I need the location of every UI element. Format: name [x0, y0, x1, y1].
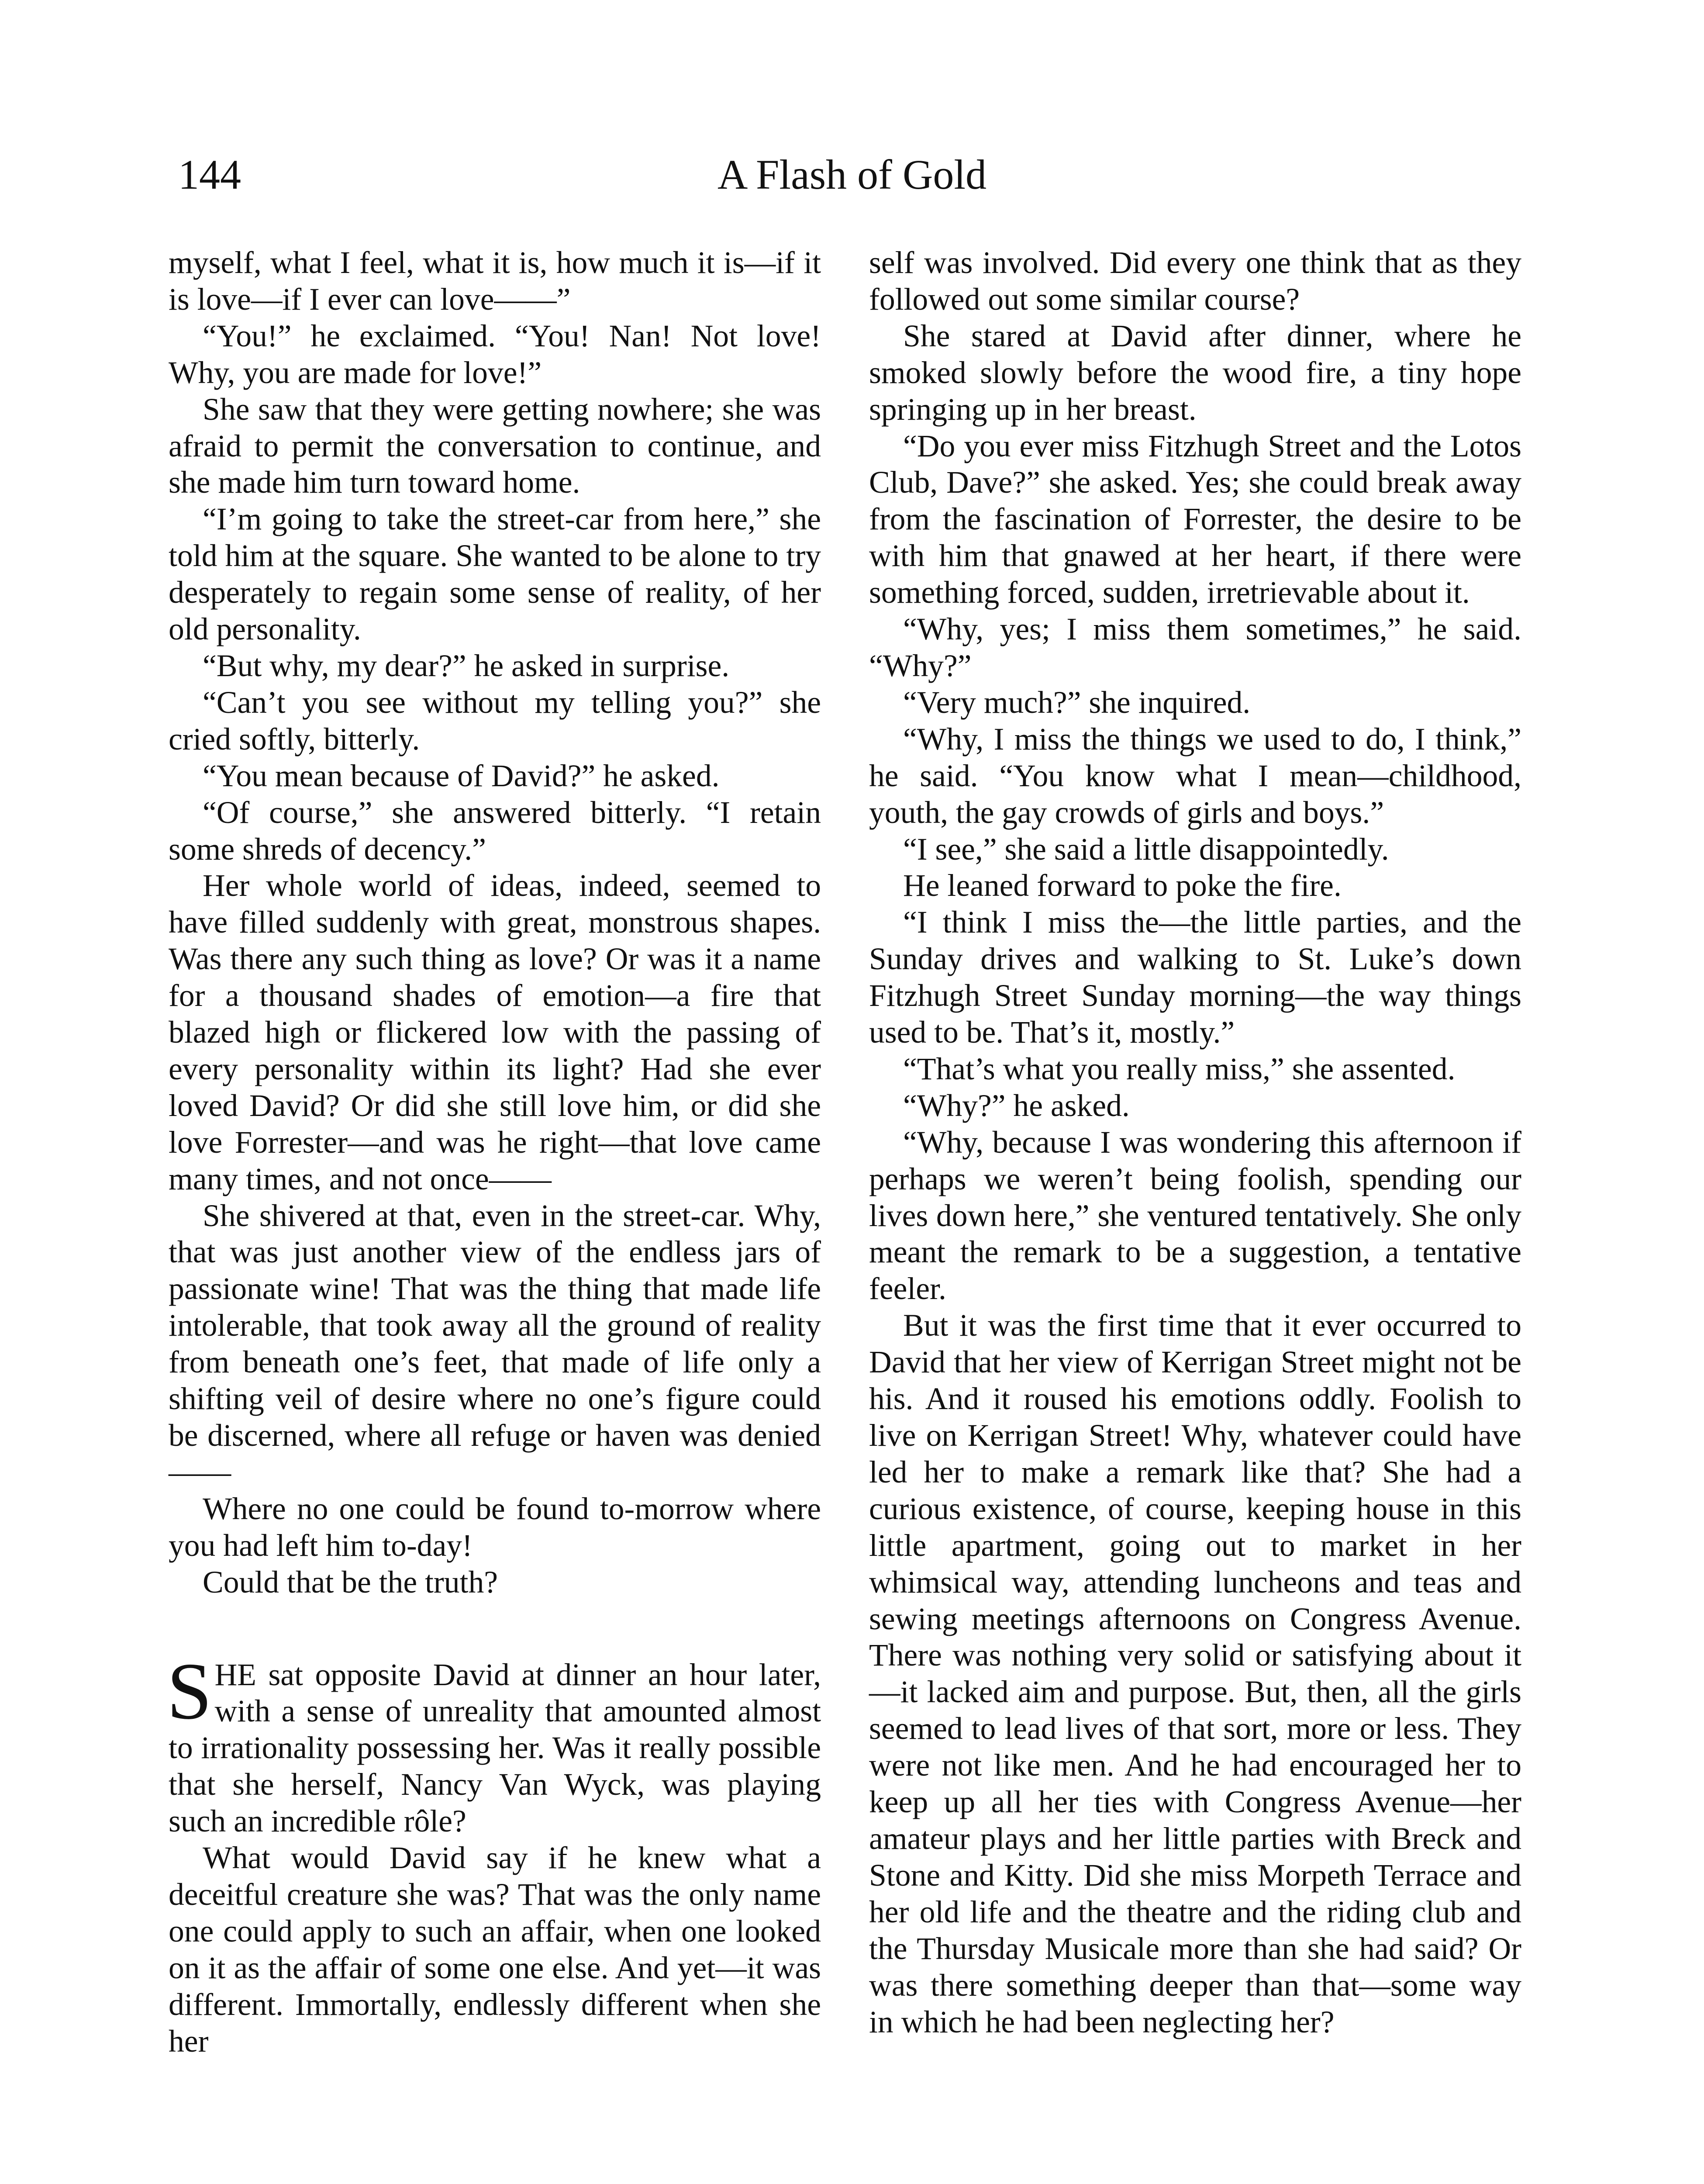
paragraph: “That’s what you really miss,” she assented. [903, 1051, 1456, 1086]
paragraph-text: HE sat opposite David at dinner an hour later, with a sense of unreality that amounted almost to irrationality possessing her. Was it really possible that she herself, Nancy Van Wyck, was playing such an incredible rôle? [169, 1657, 821, 1839]
left-column [169, 245, 821, 2060]
paragraph: “Why?” he asked. [903, 1088, 1130, 1123]
paragraph: What would David say if he knew what a deceitful creature she was? That was the only name one could apply to such an affair, when one looked on it as the affair of some one else. And yet—it was different. Immortally, endlessly different when she her [169, 1841, 821, 2059]
paragraph: He leaned forward to poke the fire. [903, 868, 1342, 903]
paragraph: “You mean because of David?” he asked. [203, 758, 720, 793]
section-start-paragraph [167, 1646, 821, 1840]
paragraph: She saw that they were getting nowhere; she was afraid to permit the conversation to continue, and she made him turn toward home. [169, 392, 821, 500]
paragraph: But it was the first time that it ever occurred to David that her view of Kerrigan Street might not be his. And it roused his emotions oddly. Foolish to live on Kerrigan Street! Why, whatever could have led her to make a remark like that? She had a curious existence, of course, keeping house in this little apartment, going out to market in her whimsical way, attending luncheons and teas and sewing meetings afternoons on Congress Avenue. There was nothing very solid or satisfying about it—it lacked aim and purpose. But, then, all the girls seemed to lead lives of that sort, more or less. They were not like men. And he had encouraged her to keep up all her ties with Congress Avenue—her amateur plays and her little parties with Breck and Stone and Kitty. Did she miss Morpeth Terrace and her old life and the theatre and the riding club and the Thursday Musicale more than she had said? Or was there something deeper than that—some way in which he had been neglecting her? [869, 1308, 1521, 2039]
paragraph: Her whole world of ideas, indeed, seemed to have filled suddenly with great, monstrous shapes. Was there any such thing as love? Or was it a name for a thousand shades of emotion—a fire that blazed high or flickered low with the passing of every personality within its light? Had she ever loved David? Or did she still love him, or did she love Forrester—and was he right—that love came many times, and not once—— [169, 868, 821, 1196]
paragraph: “Why, because I was wondering this afternoon if perhaps we weren’t being foolish, spending our lives down here,” she ventured tentatively. She only meant the remark to be a suggestion, a tentative feeler. [869, 1125, 1521, 1306]
paragraph: “Why, yes; I miss them sometimes,” he said. “Why?” [869, 612, 1521, 683]
running-title: A Flash of Gold [717, 151, 987, 198]
paragraph: “I’m going to take the street-car from here,” she told him at the square. She wanted to be alone to try desperately to regain some sense of reality, of her old personality. [169, 502, 821, 647]
paragraph: She shivered at that, even in the street-car. Why, that was just another view of the endless jars of passionate wine! That was the thing that made life intolerable, that took away all the ground of reality from beneath one’s feet, that made of life only a shifting veil of desire where no one’s figure could be discerned, where all refuge or haven was denied—— [169, 1198, 821, 1489]
paragraph: “Why, I miss the things we used to do, I think,” he said. “You know what I mean—childhood, youth, the gay crowds of girls and boys.” [869, 722, 1521, 830]
paragraph: “You!” he exclaimed. “You! Nan! Not love! Why, you are made for love!” [169, 318, 821, 390]
paragraph: “Of course,” she answered bitterly. “I retain some shreds of decency.” [169, 795, 821, 867]
paragraph: “Can’t you see without my telling you?” she cried softly, bitterly. [169, 685, 821, 757]
paragraph: “Very much?” she inquired. [903, 685, 1251, 720]
paragraph: self was involved. Did every one think that as they followed out some similar course? [869, 245, 1521, 317]
paragraph: “I think I miss the—the little parties, and the Sunday drives and walking to St. Luke’s down Fitzhugh Street Sunday morning—the way things used to be. That’s it, mostly.” [869, 905, 1521, 1050]
drop-cap: S [167, 1646, 212, 1736]
paragraph: Where no one could be found to-morrow where you had left him to-day! [169, 1491, 821, 1563]
paragraph: myself, what I feel, what it is, how much it is—if it is love—if I ever can love——” [169, 245, 821, 317]
paragraph: She stared at David after dinner, where he smoked slowly before the wood fire, a tiny hope springing up in her breast. [869, 318, 1521, 427]
paragraph: “I see,” she said a little disappointedly. [903, 832, 1389, 867]
paragraph: “Do you ever miss Fitzhugh Street and the Lotos Club, Dave?” she asked. Yes; she could break away from the fascination of Forrester, the desire to be with him that gnawed at her heart, if there were something forced, sudden, irretrievable about it. [869, 429, 1521, 610]
paragraph: “But why, my dear?” he asked in surprise. [203, 648, 730, 683]
paragraph: Could that be the truth? [203, 1565, 498, 1600]
page-number: 144 [178, 151, 241, 198]
right-column [869, 245, 1521, 2040]
